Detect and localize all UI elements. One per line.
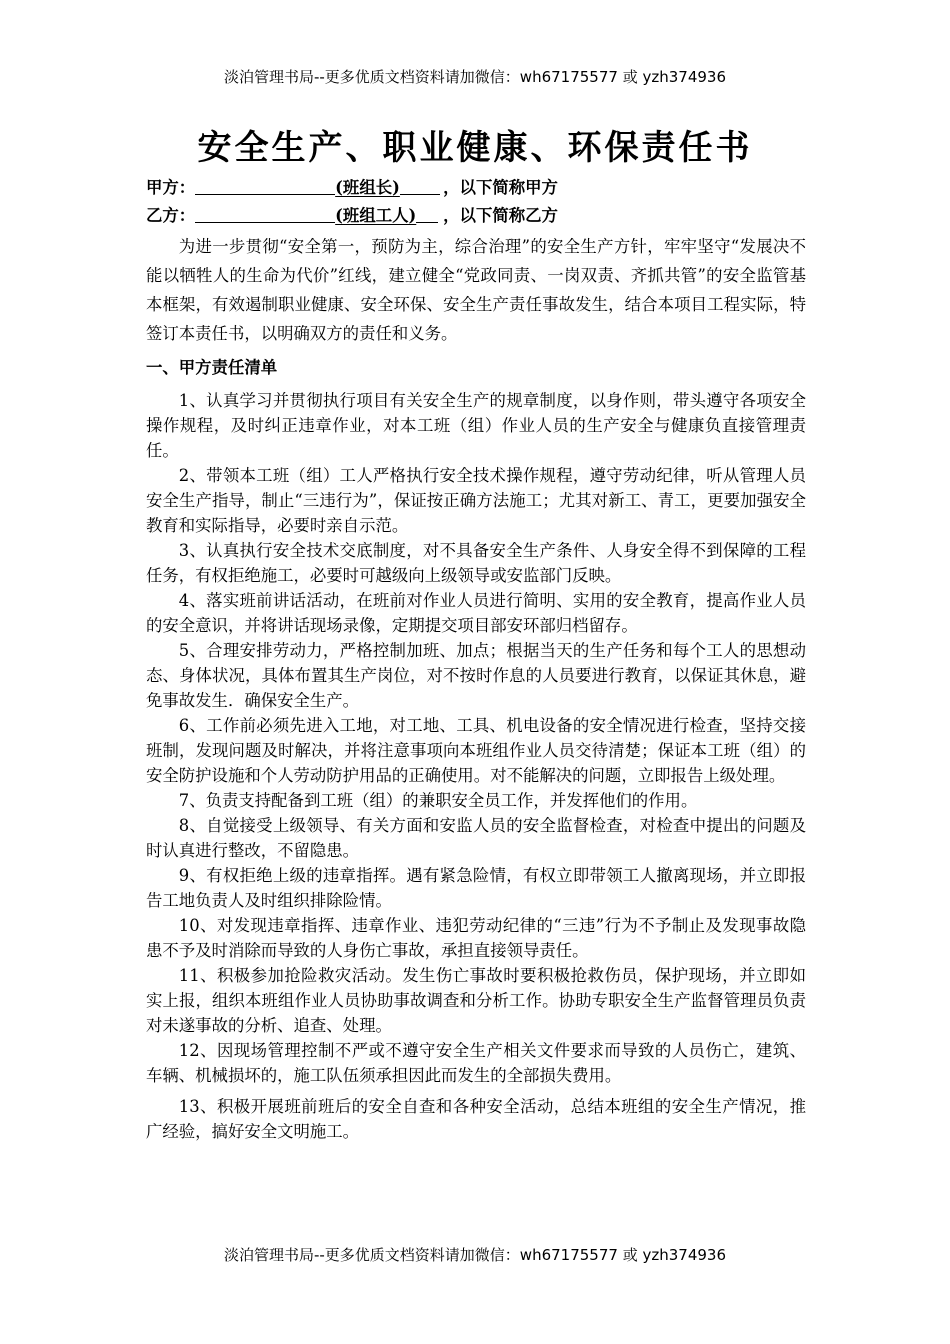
- party-b-role: (班组工人): [335, 206, 417, 225]
- list-item: 2、带领本工班（组）工人严格执行安全技术操作规程，遵守劳动纪律，听从管理人员安全生产指导，制止“三违行为”，保证按正确方法施工；尤其对新工、青工，更要加强安全教育和实际指导，必要时亲自示范。: [146, 466, 806, 535]
- document-title: 安全生产、职业健康、环保责任书: [197, 128, 753, 168]
- party-b-label: 乙方：: [146, 206, 196, 225]
- list-item: 6、工作前必须先进入工地，对工地、工具、机电设备的安全情况进行检查，坚持交接班制，发现问题及时解决，并将注意事项向本班组作业人员交待清楚；保证本工班（组）的安全防护设施和个人劳动防护用品的正确使用。对不能解决的问题，立即报告上级处理。: [146, 716, 806, 785]
- list-item: 8、自觉接受上级领导、有关方面和安监人员的安全监督检查，对检查中提出的问题及时认真进行整改，不留隐患。: [146, 816, 806, 860]
- section-1-title: 一、甲方责任清单: [146, 358, 278, 377]
- list-item: 10、对发现违章指挥、违章作业、违犯劳动纪律的“三违”行为不予制止及发现事故隐患不予及时消除而导致的人身伤亡事故，承担直接领导责任。: [146, 916, 806, 960]
- list-item: 13、积极开展班前班后的安全自查和各种安全活动，总结本班组的安全生产情况，推广经验，搞好安全文明施工。: [146, 1097, 806, 1141]
- party-a-suffix: ，以下简称甲方: [443, 178, 558, 197]
- party-b-line: [146, 202, 806, 230]
- party-a-blank: [195, 174, 443, 202]
- responsibility-list: [146, 388, 806, 1144]
- page-footer: 淡泊管理书局--更多优质文档资料请加微信：wh67175577 或 yzh374936: [223, 1246, 726, 1264]
- party-b-blank: [195, 202, 443, 230]
- list-item: 1、认真学习并贯彻执行项目有关安全生产的规章制度，以身作则，带头遵守各项安全操作规程，及时纠正违章作业，对本工班（组）作业人员的生产安全与健康负直接管理责任。: [146, 391, 806, 460]
- page-header: 淡泊管理书局--更多优质文档资料请加微信：wh67175577 或 yzh374936: [223, 68, 726, 86]
- party-b-suffix: ，以下简称乙方: [443, 206, 558, 225]
- intro-paragraph: 为进一步贯彻“安全第一，预防为主，综合治理”的安全生产方针，牢牢坚守“发展决不能以牺牲人的生命为代价”红线，建立健全“党政同责、一岗双责、齐抓共管”的安全监管基本框架，有效遏制职业健康、安全环保、安全生产责任事故发生，结合本项目工程实际，特签订本责任书，以明确双方的责任和义务。: [146, 237, 806, 343]
- party-a-label: 甲方：: [146, 178, 196, 197]
- list-item: 4、落实班前讲话活动，在班前对作业人员进行简明、实用的安全教育，提高作业人员的安全意识，并将讲话现场录像，定期提交项目部安环部归档留存。: [146, 591, 806, 635]
- list-item: 7、负责支持配备到工班（组）的兼职安全员工作，并发挥他们的作用。: [178, 791, 698, 810]
- list-item: 5、合理安排劳动力，严格控制加班、加点；根据当天的生产任务和每个工人的思想动态、身体状况，具体布置其生产岗位，对不按时作息的人员要进行教育，以保证其休息，避免事故发生．确保安全生产。: [146, 641, 806, 710]
- party-a-line: [146, 174, 806, 202]
- list-item: 12、因现场管理控制不严或不遵守安全生产相关文件要求而导致的人员伤亡，建筑、车辆、机械损坏的，施工队伍须承担因此而发生的全部损失费用。: [146, 1041, 806, 1085]
- list-item: 11、积极参加抢险救灾活动。发生伤亡事故时要积极抢救伤员，保护现场，并立即如实上报，组织本班组作业人员协助事故调查和分析工作。协助专职安全生产监督管理员负责对未遂事故的分析、追查、处理。: [146, 966, 806, 1035]
- list-item: 9、有权拒绝上级的违章指挥。遇有紧急险情，有权立即带领工人撤离现场，并立即报告工地负责人及时组织排除险情。: [146, 866, 806, 910]
- list-item: 3、认真执行安全技术交底制度，对不具备安全生产条件、人身安全得不到保障的工程任务，有权拒绝施工，必要时可越级向上级领导或安监部门反映。: [146, 541, 806, 585]
- party-a-role: (班组长): [335, 178, 400, 197]
- document-body: [146, 174, 806, 1144]
